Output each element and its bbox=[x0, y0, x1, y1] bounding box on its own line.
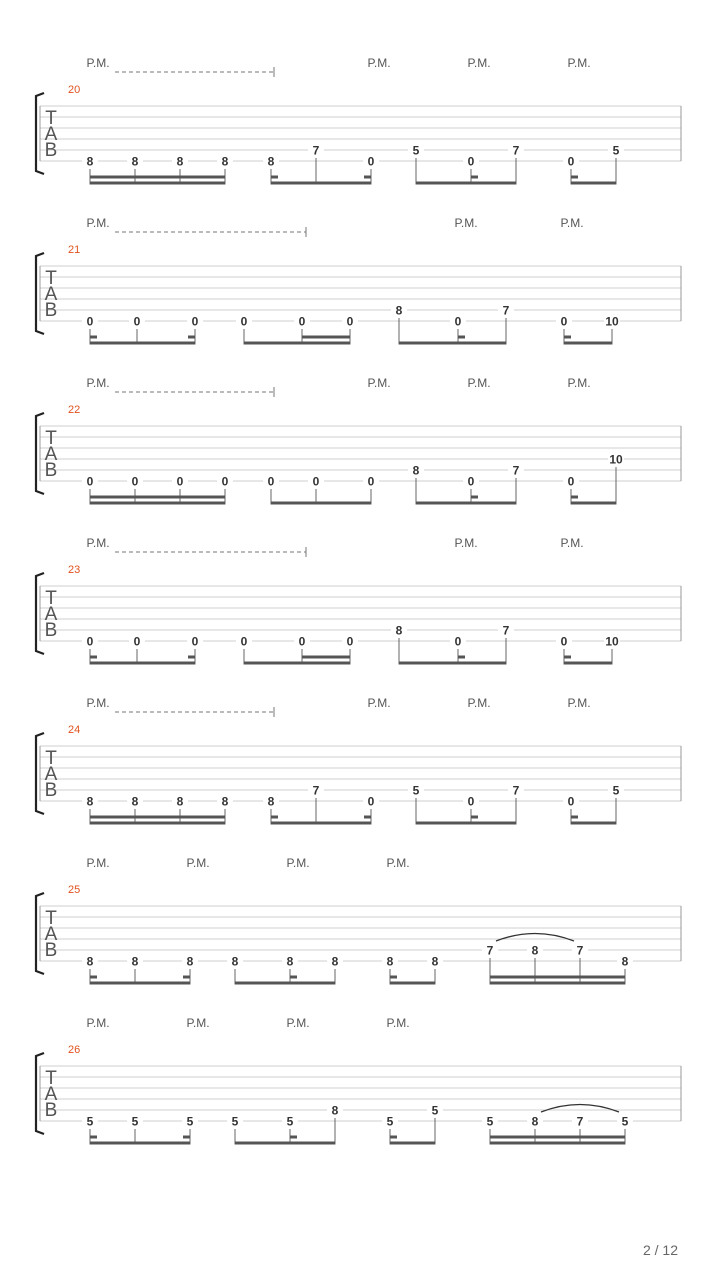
fret-number: 5 bbox=[231, 1114, 239, 1129]
fret-number: 0 bbox=[467, 154, 475, 169]
fret-number: 7 bbox=[486, 943, 494, 958]
fret-number: 0 bbox=[567, 474, 575, 489]
measure-number: 21 bbox=[68, 244, 81, 256]
fret-number: 7 bbox=[576, 943, 584, 958]
fret-number: 5 bbox=[621, 1114, 629, 1129]
palm-mute-label: P.M. bbox=[454, 536, 478, 550]
fret-number: 8 bbox=[131, 154, 139, 169]
fret-number: 0 bbox=[367, 474, 375, 489]
palm-mute-label: P.M. bbox=[86, 1016, 110, 1030]
beat-group bbox=[482, 934, 633, 985]
fret-number: 8 bbox=[531, 943, 539, 958]
fret-number: 0 bbox=[131, 474, 139, 489]
fret-number: 8 bbox=[186, 954, 194, 969]
tab-clef-t: T bbox=[45, 908, 57, 929]
fret-number: 8 bbox=[267, 154, 275, 169]
measure-number: 24 bbox=[68, 724, 81, 736]
tab-clef-a: A bbox=[44, 444, 58, 465]
beat-group bbox=[82, 154, 233, 185]
tab-system bbox=[36, 536, 681, 665]
fret-number: 0 bbox=[346, 314, 354, 329]
tab-clef-t: T bbox=[45, 1068, 57, 1089]
fret-number: 8 bbox=[176, 794, 184, 809]
fret-number: 7 bbox=[512, 463, 520, 478]
palm-mute-label: P.M. bbox=[367, 696, 391, 710]
palm-mute-label: P.M. bbox=[567, 376, 591, 390]
fret-number: 8 bbox=[86, 794, 94, 809]
tab-system bbox=[36, 56, 681, 185]
slur-arc bbox=[496, 934, 574, 942]
fret-number: 8 bbox=[86, 954, 94, 969]
fret-number: 0 bbox=[133, 314, 141, 329]
fret-number: 0 bbox=[86, 634, 94, 649]
beat-group bbox=[263, 143, 379, 185]
fret-number: 0 bbox=[567, 154, 575, 169]
fret-number: 8 bbox=[131, 794, 139, 809]
fret-number: 8 bbox=[131, 954, 139, 969]
tab-clef-a: A bbox=[44, 284, 58, 305]
beat-group bbox=[82, 474, 233, 505]
fret-number: 0 bbox=[240, 314, 248, 329]
palm-mute-label: P.M. bbox=[286, 1016, 310, 1030]
beat-group bbox=[563, 783, 624, 825]
fret-number: 0 bbox=[298, 314, 306, 329]
fret-number: 5 bbox=[431, 1103, 439, 1118]
fret-number: 10 bbox=[605, 634, 619, 649]
fret-number: 8 bbox=[286, 954, 294, 969]
tab-clef-b: B bbox=[44, 1100, 58, 1121]
palm-mute-label: P.M. bbox=[467, 696, 491, 710]
beat-group bbox=[382, 1103, 443, 1145]
fret-number: 7 bbox=[502, 623, 510, 638]
beat-group bbox=[408, 463, 524, 505]
palm-mute-label: P.M. bbox=[454, 216, 478, 230]
fret-number: 0 bbox=[454, 634, 462, 649]
palm-mute-label: P.M. bbox=[560, 216, 584, 230]
fret-number: 8 bbox=[176, 154, 184, 169]
beat-group bbox=[556, 314, 620, 345]
tab-clef-t: T bbox=[45, 588, 57, 609]
fret-number: 8 bbox=[412, 463, 420, 478]
palm-mute-label: P.M. bbox=[286, 856, 310, 870]
fret-number: 8 bbox=[267, 794, 275, 809]
palm-mute-label: P.M. bbox=[186, 856, 210, 870]
fret-number: 8 bbox=[86, 154, 94, 169]
fret-number: 5 bbox=[131, 1114, 139, 1129]
measure-number: 20 bbox=[68, 84, 81, 96]
fret-number: 0 bbox=[367, 794, 375, 809]
palm-mute-label: P.M. bbox=[86, 56, 110, 70]
measure-number: 25 bbox=[68, 884, 81, 896]
palm-mute-label: P.M. bbox=[560, 536, 584, 550]
tab-clef-a: A bbox=[44, 1084, 58, 1105]
beat-group bbox=[263, 783, 379, 825]
palm-mute-label: P.M. bbox=[86, 856, 110, 870]
fret-number: 0 bbox=[240, 634, 248, 649]
palm-mute-label: P.M. bbox=[386, 1016, 410, 1030]
fret-number: 0 bbox=[298, 634, 306, 649]
beat-group bbox=[563, 452, 624, 505]
beat-group bbox=[82, 634, 203, 665]
tab-clef-b: B bbox=[44, 140, 58, 161]
palm-mute-label: P.M. bbox=[567, 696, 591, 710]
fret-number: 0 bbox=[191, 634, 199, 649]
fret-number: 8 bbox=[386, 954, 394, 969]
beat-group bbox=[408, 783, 524, 825]
palm-mute-label: P.M. bbox=[86, 216, 110, 230]
beat-group bbox=[236, 314, 358, 345]
beat-group bbox=[82, 794, 233, 825]
beat-group bbox=[563, 143, 624, 185]
fret-number: 7 bbox=[312, 783, 320, 798]
beat-group bbox=[382, 954, 443, 985]
palm-mute-label: P.M. bbox=[386, 856, 410, 870]
palm-mute-label: P.M. bbox=[86, 696, 110, 710]
tab-clef-t: T bbox=[45, 268, 57, 289]
fret-number: 0 bbox=[176, 474, 184, 489]
fret-number: 5 bbox=[386, 1114, 394, 1129]
beat-group bbox=[82, 1114, 198, 1145]
fret-number: 0 bbox=[221, 474, 229, 489]
tab-system bbox=[36, 376, 681, 505]
beat-group bbox=[391, 303, 514, 345]
tab-clef-t: T bbox=[45, 108, 57, 129]
palm-mute-label: P.M. bbox=[86, 376, 110, 390]
tab-clef-a: A bbox=[44, 604, 58, 625]
fret-number: 8 bbox=[395, 623, 403, 638]
fret-number: 0 bbox=[567, 794, 575, 809]
fret-number: 5 bbox=[612, 143, 620, 158]
fret-number: 7 bbox=[576, 1114, 584, 1129]
beat-group bbox=[227, 1103, 343, 1145]
tab-clef-a: A bbox=[44, 764, 58, 785]
tab-clef-b: B bbox=[44, 780, 58, 801]
fret-number: 0 bbox=[191, 314, 199, 329]
fret-number: 7 bbox=[512, 143, 520, 158]
fret-number: 10 bbox=[605, 314, 619, 329]
tab-clef-b: B bbox=[44, 620, 58, 641]
measure-number: 22 bbox=[68, 404, 81, 416]
fret-number: 5 bbox=[486, 1114, 494, 1129]
fret-number: 0 bbox=[467, 474, 475, 489]
palm-mute-label: P.M. bbox=[467, 376, 491, 390]
fret-number: 8 bbox=[331, 954, 339, 969]
beat-group bbox=[236, 634, 358, 665]
fret-number: 0 bbox=[133, 634, 141, 649]
tab-clef-a: A bbox=[44, 124, 58, 145]
fret-number: 0 bbox=[367, 154, 375, 169]
fret-number: 0 bbox=[312, 474, 320, 489]
fret-number: 8 bbox=[331, 1103, 339, 1118]
fret-number: 7 bbox=[312, 143, 320, 158]
fret-number: 8 bbox=[531, 1114, 539, 1129]
fret-number: 5 bbox=[612, 783, 620, 798]
fret-number: 5 bbox=[286, 1114, 294, 1129]
fret-number: 8 bbox=[221, 154, 229, 169]
beat-group bbox=[391, 623, 514, 665]
fret-number: 0 bbox=[454, 314, 462, 329]
tab-clef-a: A bbox=[44, 924, 58, 945]
tab-clef-t: T bbox=[45, 428, 57, 449]
fret-number: 5 bbox=[186, 1114, 194, 1129]
measure-number: 23 bbox=[68, 564, 81, 576]
fret-number: 0 bbox=[86, 474, 94, 489]
tab-system bbox=[36, 216, 681, 345]
fret-number: 0 bbox=[346, 634, 354, 649]
slur-arc bbox=[541, 1105, 619, 1113]
tab-system bbox=[36, 1016, 681, 1145]
palm-mute-label: P.M. bbox=[186, 1016, 210, 1030]
fret-number: 5 bbox=[86, 1114, 94, 1129]
palm-mute-label: P.M. bbox=[567, 56, 591, 70]
fret-number: 0 bbox=[467, 794, 475, 809]
fret-number: 5 bbox=[412, 783, 420, 798]
fret-number: 8 bbox=[221, 794, 229, 809]
fret-number: 0 bbox=[86, 314, 94, 329]
tab-system bbox=[36, 856, 681, 985]
fret-number: 0 bbox=[267, 474, 275, 489]
palm-mute-label: P.M. bbox=[467, 56, 491, 70]
tab-clef-b: B bbox=[44, 300, 58, 321]
beat-group bbox=[227, 954, 343, 985]
beat-group bbox=[82, 314, 203, 345]
beat-group bbox=[82, 954, 198, 985]
palm-mute-label: P.M. bbox=[367, 376, 391, 390]
palm-mute-label: P.M. bbox=[86, 536, 110, 550]
tab-system bbox=[36, 696, 681, 825]
fret-number: 0 bbox=[560, 634, 568, 649]
page-number: 2 / 12 bbox=[642, 1242, 678, 1258]
fret-number: 8 bbox=[231, 954, 239, 969]
fret-number: 7 bbox=[502, 303, 510, 318]
tab-clef-t: T bbox=[45, 748, 57, 769]
fret-number: 8 bbox=[431, 954, 439, 969]
beat-group bbox=[263, 474, 379, 505]
fret-number: 5 bbox=[412, 143, 420, 158]
tab-clef-b: B bbox=[44, 460, 58, 481]
tab-clef-b: B bbox=[44, 940, 58, 961]
measure-number: 26 bbox=[68, 1044, 81, 1056]
fret-number: 8 bbox=[621, 954, 629, 969]
fret-number: 7 bbox=[512, 783, 520, 798]
beat-group bbox=[408, 143, 524, 185]
fret-number: 8 bbox=[395, 303, 403, 318]
palm-mute-label: P.M. bbox=[367, 56, 391, 70]
fret-number: 0 bbox=[560, 314, 568, 329]
fret-number: 10 bbox=[609, 452, 623, 467]
beat-group bbox=[556, 634, 620, 665]
